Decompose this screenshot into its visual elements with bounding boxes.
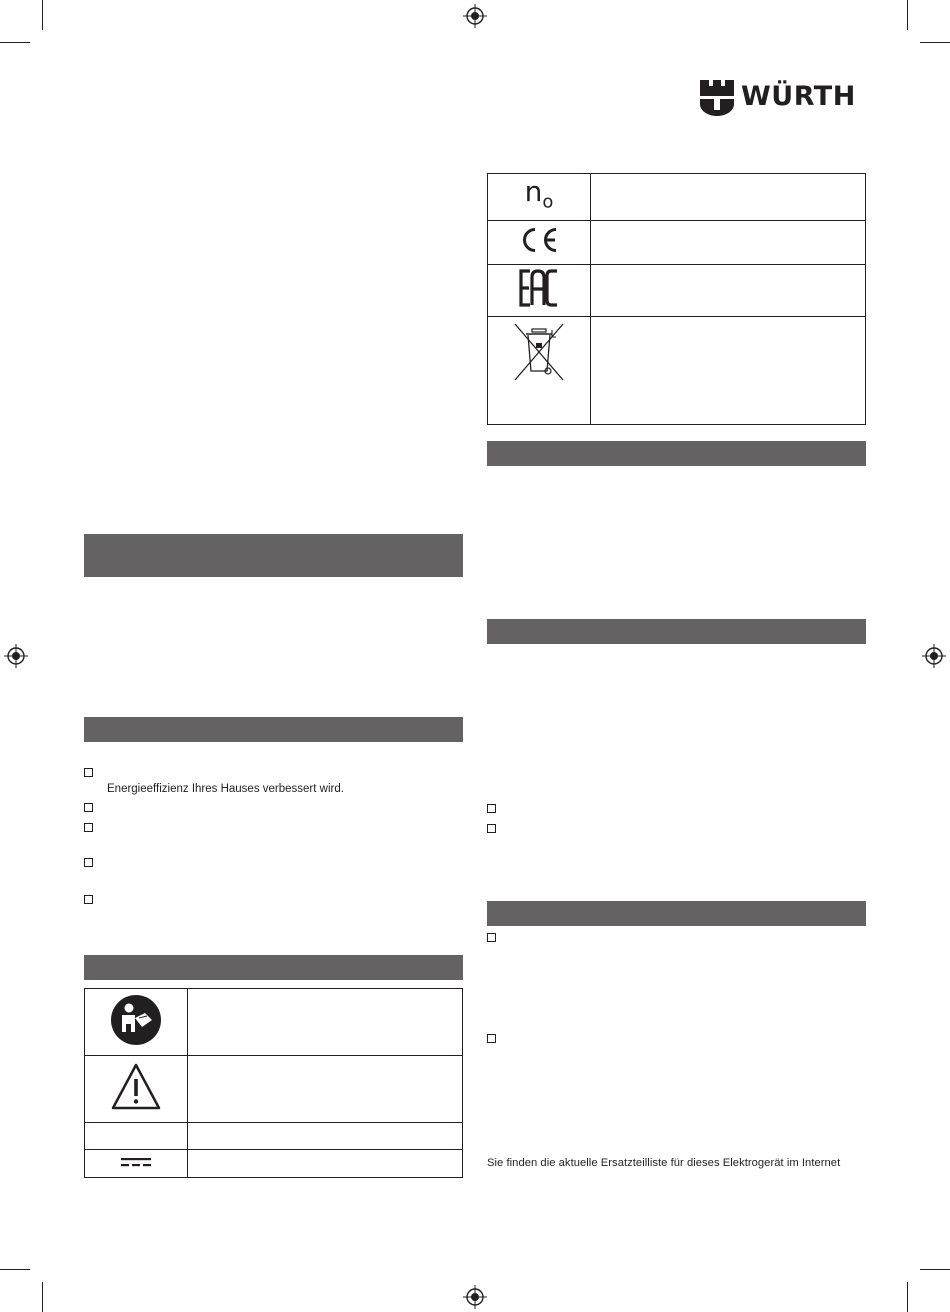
direct-current-icon	[120, 1156, 152, 1168]
symbol-cell	[85, 1056, 188, 1123]
symbol-table-right	[487, 173, 866, 425]
checkbox[interactable]	[487, 1034, 496, 1043]
weee-crossed-bin-icon	[512, 321, 566, 383]
registration-mark-icon	[463, 1285, 487, 1309]
crop-mark	[920, 42, 950, 43]
crop-mark	[907, 1282, 908, 1312]
section-heading-bar	[487, 619, 866, 644]
checkbox[interactable]	[84, 768, 93, 777]
crop-mark	[42, 0, 43, 30]
checkbox[interactable]	[487, 804, 496, 813]
symbol-description	[591, 265, 866, 317]
symbol-description	[591, 221, 866, 265]
crop-mark	[907, 0, 908, 30]
section-heading-bar	[487, 901, 866, 926]
crop-mark	[0, 1269, 30, 1270]
symbol-description	[188, 1150, 463, 1178]
checkbox[interactable]	[84, 895, 93, 904]
brand-wordmark: WÜRTH	[741, 81, 856, 112]
checkbox[interactable]	[84, 803, 93, 812]
symbol-cell	[85, 1150, 188, 1178]
symbol-description	[188, 989, 463, 1056]
registration-mark-icon	[4, 644, 28, 668]
crop-mark	[920, 1269, 950, 1270]
list-item-text: Energieeffizienz Ihres Hauses verbessert wird.	[107, 783, 344, 795]
brand-logo	[700, 80, 870, 118]
wurth-castle-logo-icon	[700, 80, 734, 116]
warning-triangle-icon	[110, 1062, 162, 1112]
registration-mark-icon	[463, 4, 487, 28]
section-heading-bar	[84, 717, 463, 742]
symbol-description	[188, 1056, 463, 1123]
symbol-table-left	[84, 988, 463, 1178]
symbol-cell	[488, 265, 591, 317]
symbol-cell	[488, 174, 591, 221]
crop-mark	[42, 1282, 43, 1312]
symbol-cell	[85, 1123, 188, 1150]
checkbox[interactable]	[487, 824, 496, 833]
spare-parts-note: Sie finden die aktuelle Ersatzteilliste für dieses Elektrogerät im Internet	[487, 1157, 841, 1169]
symbol-description	[591, 174, 866, 221]
checkbox[interactable]	[84, 823, 93, 832]
symbol-description	[188, 1123, 463, 1150]
no-load-speed-symbol: $n_o$	[524, 174, 554, 213]
section-heading-bar	[84, 955, 463, 980]
symbol-cell	[488, 221, 591, 265]
symbol-description	[591, 317, 866, 425]
checkbox[interactable]	[487, 933, 496, 942]
registration-mark-icon	[922, 644, 946, 668]
symbol-cell	[85, 989, 188, 1056]
crop-mark	[0, 42, 30, 43]
ce-mark-icon	[518, 226, 560, 254]
symbol-cell	[488, 317, 591, 425]
section-heading-bar	[84, 534, 463, 577]
read-manual-icon	[110, 994, 162, 1046]
section-heading-bar	[487, 441, 866, 466]
eac-mark-icon	[519, 268, 559, 308]
checkbox[interactable]	[84, 858, 93, 867]
